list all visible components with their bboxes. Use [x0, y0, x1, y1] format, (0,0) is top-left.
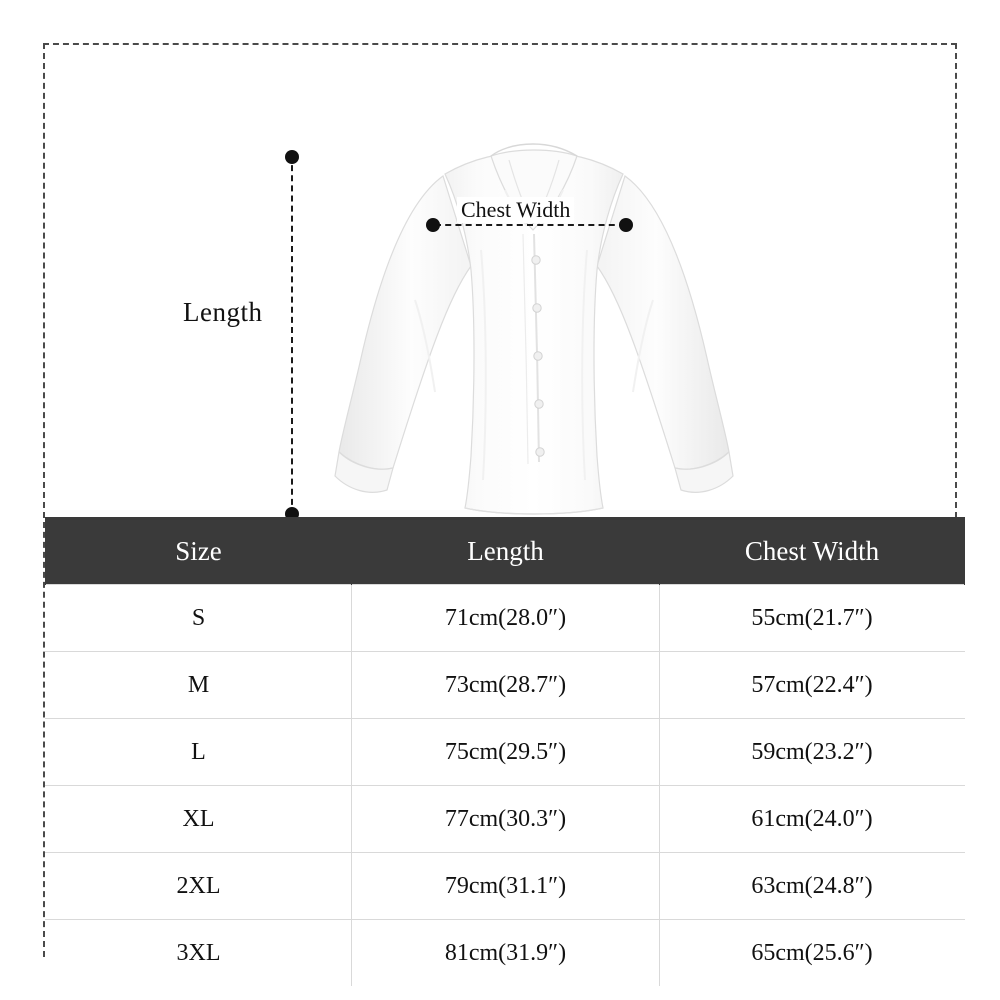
table-row: [46, 585, 965, 652]
cell-size: XL: [46, 786, 352, 853]
table-row: [46, 719, 965, 786]
table-row: [46, 920, 965, 987]
cell-length: 75cm(29.5″): [352, 719, 660, 786]
size-table-body: [46, 585, 965, 987]
cell-chest-width: 63cm(24.8″): [660, 853, 965, 920]
cell-chest-width: 61cm(24.0″): [660, 786, 965, 853]
chest-measure-line: [435, 224, 625, 228]
cell-size: M: [46, 652, 352, 719]
table-row: [46, 786, 965, 853]
chest-measure-endpoint-left: [426, 218, 440, 232]
cell-chest-width: 57cm(22.4″): [660, 652, 965, 719]
size-table: [45, 517, 965, 987]
cell-chest-width: 65cm(25.6″): [660, 920, 965, 987]
length-measure-line: [291, 155, 295, 515]
cell-chest-width: 55cm(21.7″): [660, 585, 965, 652]
column-header-chest-width: Chest Width: [660, 518, 965, 585]
cell-length: 73cm(28.7″): [352, 652, 660, 719]
chest-measure-label: Chest Width: [457, 197, 574, 223]
length-measure-endpoint-top: [285, 150, 299, 164]
size-table-header: [46, 518, 965, 585]
cell-length: 77cm(30.3″): [352, 786, 660, 853]
cell-size: 2XL: [46, 853, 352, 920]
chest-measure-endpoint-right: [619, 218, 633, 232]
shirt-illustration: [295, 130, 775, 530]
table-row: [46, 853, 965, 920]
column-header-length: Length: [352, 518, 660, 585]
cell-length: 79cm(31.1″): [352, 853, 660, 920]
cell-length: 81cm(31.9″): [352, 920, 660, 987]
garment-illustration: [45, 45, 955, 517]
table-header-row: [46, 518, 965, 585]
cell-size: S: [46, 585, 352, 652]
cell-size: L: [46, 719, 352, 786]
cell-size: 3XL: [46, 920, 352, 987]
column-header-size: Size: [46, 518, 352, 585]
cell-length: 71cm(28.0″): [352, 585, 660, 652]
table-row: [46, 652, 965, 719]
cell-chest-width: 59cm(23.2″): [660, 719, 965, 786]
length-measure-label: Length: [183, 297, 263, 327]
